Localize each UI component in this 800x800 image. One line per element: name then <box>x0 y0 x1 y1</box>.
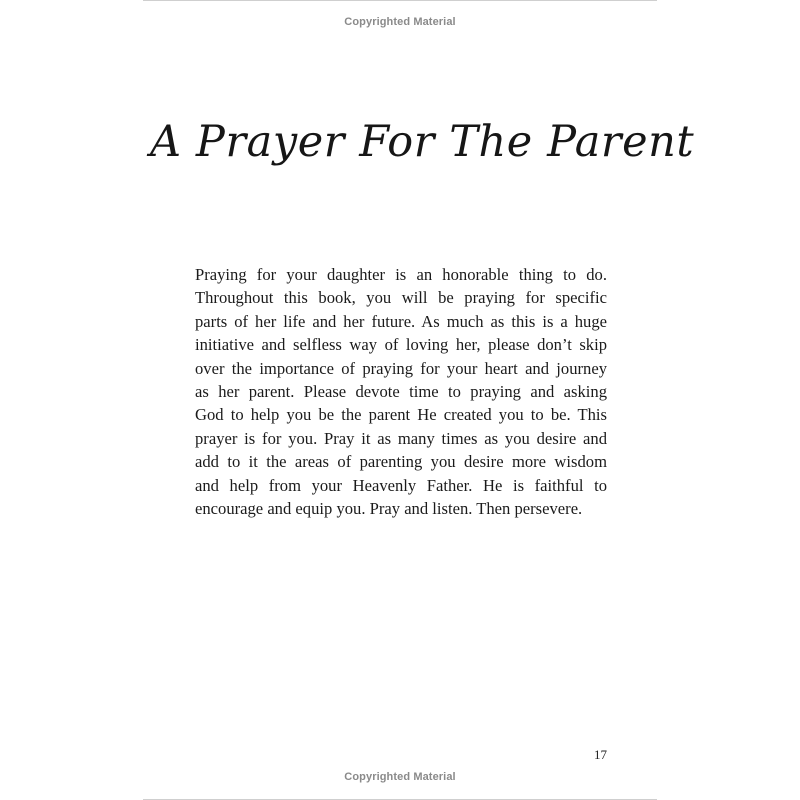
copyright-notice-top: Copyrighted Material <box>344 16 456 28</box>
body-line: God to help you be the parent He created you to be. This <box>195 405 607 425</box>
body-line: as her parent. Please devote time to praying and asking <box>195 381 607 401</box>
body-line: parts of her life and her future. As much as this is a huge <box>195 311 607 331</box>
body-line: prayer is for you. Pray it as many times as you desire and <box>195 428 607 448</box>
page-title: A Prayer For The Parent <box>150 117 695 167</box>
body-line: add to it the areas of parenting you desire more wisdom <box>195 452 607 472</box>
body-line: Praying for your daughter is an honorable thing to do. <box>195 265 607 284</box>
body-line: encourage and equip you. Pray and listen. Then persevere. <box>195 498 583 518</box>
page-number: 17 <box>594 747 607 762</box>
body-line: initiative and selfless way of loving her, please don’t skip <box>195 335 607 355</box>
body-paragraph <box>195 263 607 520</box>
body-line: and help from your Heavenly Father. He is faithful to <box>195 475 607 495</box>
body-line: over the importance of praying for your heart and journey <box>195 358 607 378</box>
copyright-notice-bottom: Copyrighted Material <box>344 771 456 783</box>
top-divider <box>143 0 657 1</box>
body-line: Throughout this book, you will be praying for specific <box>195 288 607 308</box>
